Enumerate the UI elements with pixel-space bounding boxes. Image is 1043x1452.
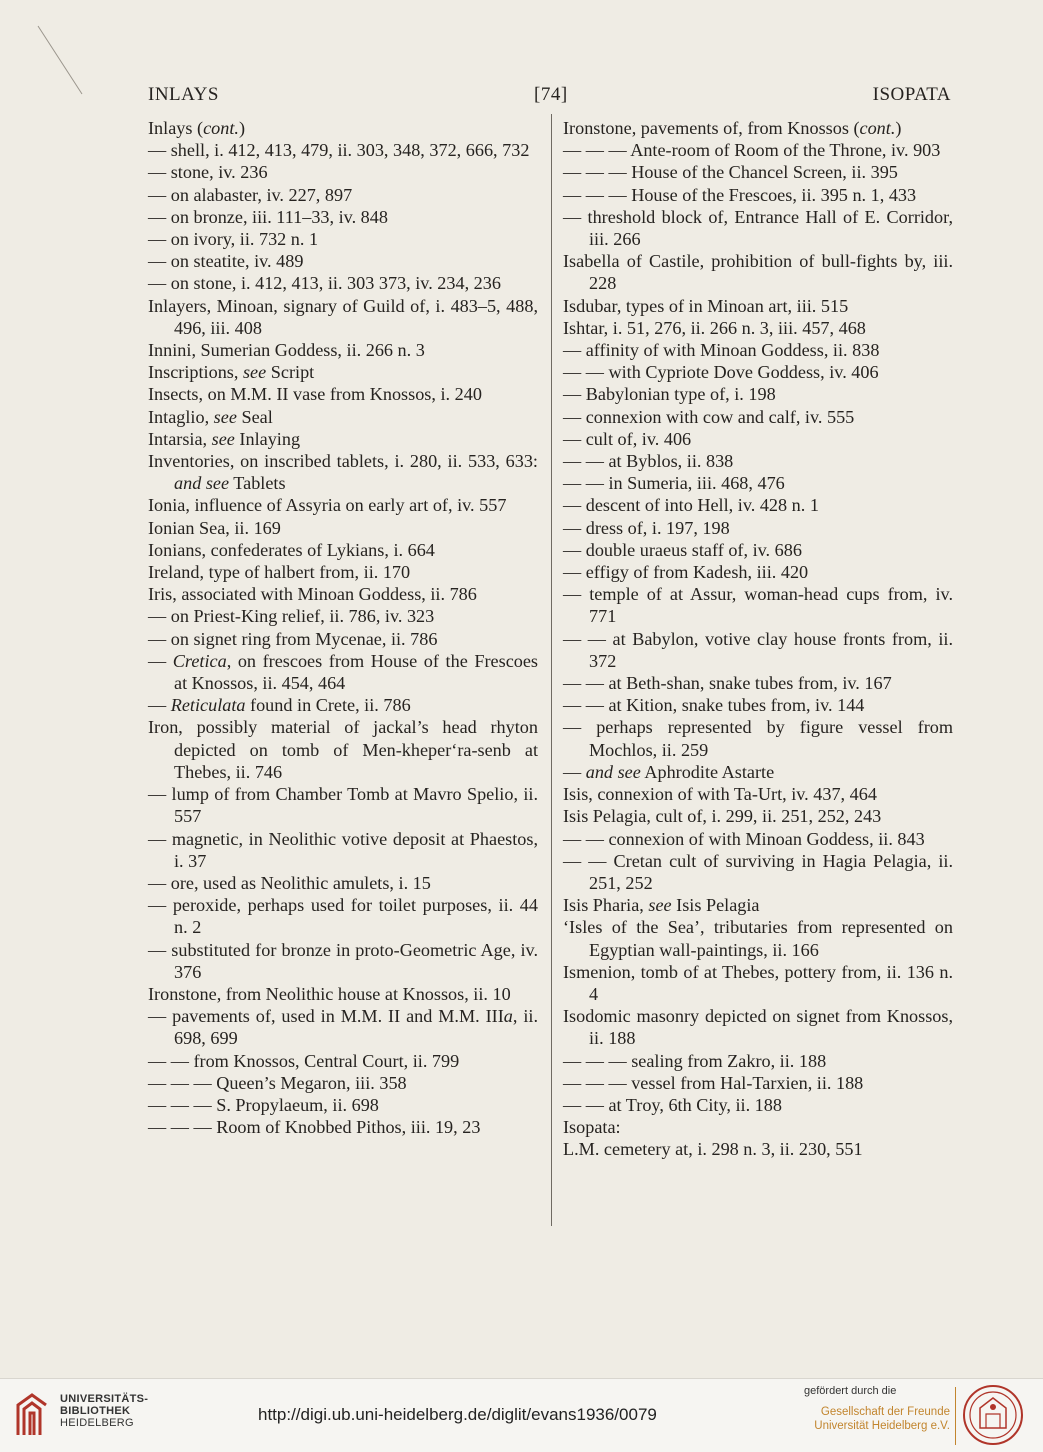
page-number: [74] [534, 84, 568, 105]
index-entry: Ionians, confederates of Lykians, i. 664 [148, 539, 435, 560]
index-entry: — Babylonian type of, i. 198 [563, 384, 776, 405]
index-entry: — affinity of with Minoan Goddess, ii. 838 [563, 340, 880, 361]
index-entry: — — — House of the Frescoes, ii. 395 n. 1, 433 [563, 184, 917, 205]
index-entry: — ore, used as Neolithic amulets, i. 15 [148, 872, 431, 893]
index-entry: — pavements of, used in M.M. II and M.M. IIIa, ii. 698, 699 [148, 1006, 538, 1049]
index-entry: — — — S. Propylaeum, ii. 698 [148, 1094, 379, 1115]
index-entry: Ishtar, i. 51, 276, ii. 266 n. 3, iii. 457, 468 [563, 317, 866, 338]
index-entry: Ironstone, pavements of, from Knossos (cont.) [563, 118, 902, 138]
column-divider [551, 114, 552, 1226]
index-entry: — — — Queen’s Megaron, iii. 358 [148, 1072, 407, 1093]
index-entry: — dress of, i. 197, 198 [563, 517, 730, 538]
index-entry: Isis Pharia, see Isis Pelagia [563, 895, 760, 916]
index-entry: ‘Isles of the Sea’, tributaries from represented on Egyptian wall-paintings, ii. 166 [563, 917, 953, 960]
index-entry: — perhaps represented by figure vessel from Mochlos, ii. 259 [563, 717, 953, 760]
index-entry: Inlays (cont.) [148, 118, 245, 138]
index-entry: — on steatite, iv. 489 [148, 251, 304, 272]
digitization-footer [0, 1378, 1043, 1452]
index-entry: — — at Babylon, votive clay house fronts from, ii. 372 [563, 628, 953, 671]
index-entry: — lump of from Chamber Tomb at Mavro Spelio, ii. 557 [148, 784, 538, 827]
index-entry: — on signet ring from Mycenae, ii. 786 [148, 628, 438, 649]
index-entry: — on Priest-King relief, ii. 786, iv. 323 [148, 606, 435, 627]
index-entry: — on ivory, ii. 732 n. 1 [148, 229, 319, 250]
index-entry: Isdubar, types of in Minoan art, iii. 515 [563, 295, 849, 316]
index-entry: — — — Room of Knobbed Pithos, iii. 19, 23 [148, 1117, 481, 1138]
index-entry: — cult of, iv. 406 [563, 428, 692, 449]
index-entry: — on stone, i. 412, 413, ii. 303 373, iv. 234, 236 [148, 273, 501, 294]
index-entry: — on alabaster, iv. 227, 897 [148, 184, 353, 205]
index-entry: — Cretica, on frescoes from House of the Frescoes at Knossos, ii. 454, 464 [148, 650, 539, 694]
index-entry: — — from Knossos, Central Court, ii. 799 [148, 1050, 460, 1071]
index-entry: — — at Byblos, ii. 838 [563, 451, 734, 472]
university-seal-icon [962, 1384, 1024, 1446]
scan-mark-line [30, 20, 90, 100]
index-entry: — — connexion of with Minoan Goddess, ii. 843 [563, 828, 925, 849]
index-entry: — temple of at Assur, woman-head cups from, iv. 771 [563, 584, 953, 627]
index-entry: Inlayers, Minoan, signary of Guild of, i. 483–5, 488, 496, iii. 408 [148, 295, 538, 338]
index-entry: — — with Cypriote Dove Goddess, iv. 406 [563, 362, 879, 383]
index-entry: — effigy of from Kadesh, iii. 420 [563, 562, 809, 583]
sponsor-label: gefördert durch die [804, 1385, 897, 1397]
index-entry: Inscriptions, see Script [148, 362, 315, 383]
index-entry: — magnetic, in Neolithic votive deposit at Phaestos, i. 37 [148, 828, 538, 871]
index-entry: — and see Aphrodite Astarte [563, 761, 775, 782]
sponsor-name: Gesellschaft der Freunde Universität Heidelberg e.V. [814, 1406, 950, 1432]
index-entry: — double uraeus staff of, iv. 686 [563, 539, 802, 560]
index-entry: — Reticulata found in Crete, ii. 786 [148, 695, 411, 716]
index-entry: Ionia, influence of Assyria on early art of, iv. 557 [148, 495, 507, 516]
running-head-right: ISOPATA [872, 84, 951, 105]
running-head-left: INLAYS [148, 84, 219, 105]
index-entry: Iron, possibly material of jackal’s head rhyton depicted on tomb of Men-kheper‘ra-senb at Thebes, ii. 746 [148, 717, 538, 782]
index-entry: — peroxide, perhaps used for toilet purposes, ii. 44 n. 2 [148, 895, 538, 938]
permalink-url[interactable]: http://digi.ub.uni-heidelberg.de/diglit/evans1936/0079 [258, 1405, 657, 1424]
index-entry: Isabella of Castile, prohibition of bull-fights by, iii. 228 [563, 251, 953, 294]
index-entry: — — — Ante-room of Room of the Throne, iv. 903 [563, 140, 941, 161]
index-entry: — descent of into Hell, iv. 428 n. 1 [563, 495, 819, 516]
index-entry: Isis, connexion of with Ta-Urt, iv. 437, 464 [563, 784, 877, 805]
index-entry: — substituted for bronze in proto-Geometric Age, iv. 376 [148, 939, 538, 982]
index-entry: Isodomic masonry depicted on signet from Knossos, ii. 188 [563, 1006, 953, 1049]
index-entry: — stone, iv. 236 [148, 162, 268, 183]
index-entry: Isis Pelagia, cult of, i. 299, ii. 251, 252, 243 [563, 806, 882, 827]
index-entry: — — Cretan cult of surviving in Hagia Pelagia, ii. 251, 252 [563, 850, 953, 893]
index-entry: — — in Sumeria, iii. 468, 476 [563, 473, 785, 494]
index-entry: Iris, associated with Minoan Goddess, ii. 786 [148, 584, 477, 605]
index-entry: — — — House of the Chancel Screen, ii. 395 [563, 162, 898, 183]
index-entry: — connexion with cow and calf, iv. 555 [563, 406, 855, 427]
index-entry: — — at Kition, snake tubes from, iv. 144 [563, 695, 865, 716]
index-column-left [148, 117, 538, 1138]
index-entry: Ionian Sea, ii. 169 [148, 517, 281, 538]
university-library-logo-icon [12, 1391, 52, 1439]
index-entry: — — at Beth-shan, snake tubes from, iv. 167 [563, 673, 892, 694]
index-entry: Innini, Sumerian Goddess, ii. 266 n. 3 [148, 340, 425, 361]
index-entry: — — — vessel from Hal-Tarxien, ii. 188 [563, 1072, 864, 1093]
index-entry: — threshold block of, Entrance Hall of E. Corridor, iii. 266 [563, 206, 953, 250]
institution-name: UNIVERSITÄTS- BIBLIOTHEK HEIDELBERG [60, 1393, 149, 1429]
index-column-right [563, 117, 953, 1161]
index-entry: L.M. cemetery at, i. 298 n. 3, ii. 230, 551 [563, 1139, 863, 1160]
index-entry: Inventories, on inscribed tablets, i. 280, ii. 533, 633: and see Tablets [148, 451, 538, 494]
index-entry: Ismenion, tomb of at Thebes, pottery from, ii. 136 n. 4 [563, 961, 953, 1004]
index-entry: — — at Troy, 6th City, ii. 188 [563, 1094, 782, 1115]
index-entry: Isopata: [563, 1117, 621, 1138]
index-entry: — — — sealing from Zakro, ii. 188 [563, 1050, 827, 1071]
index-entry: — shell, i. 412, 413, 479, ii. 303, 348, 372, 666, 732 [148, 140, 530, 161]
index-entry: Insects, on M.M. II vase from Knossos, i. 240 [148, 384, 482, 405]
index-entry: Intaglio, see Seal [148, 406, 273, 427]
index-entry: Ironstone, from Neolithic house at Knossos, ii. 10 [148, 983, 511, 1004]
index-entry: Ireland, type of halbert from, ii. 170 [148, 562, 411, 583]
index-entry: — on bronze, iii. 111–33, iv. 848 [148, 206, 388, 227]
footer-divider [955, 1387, 956, 1445]
index-entry: Intarsia, see Inlaying [148, 428, 301, 449]
